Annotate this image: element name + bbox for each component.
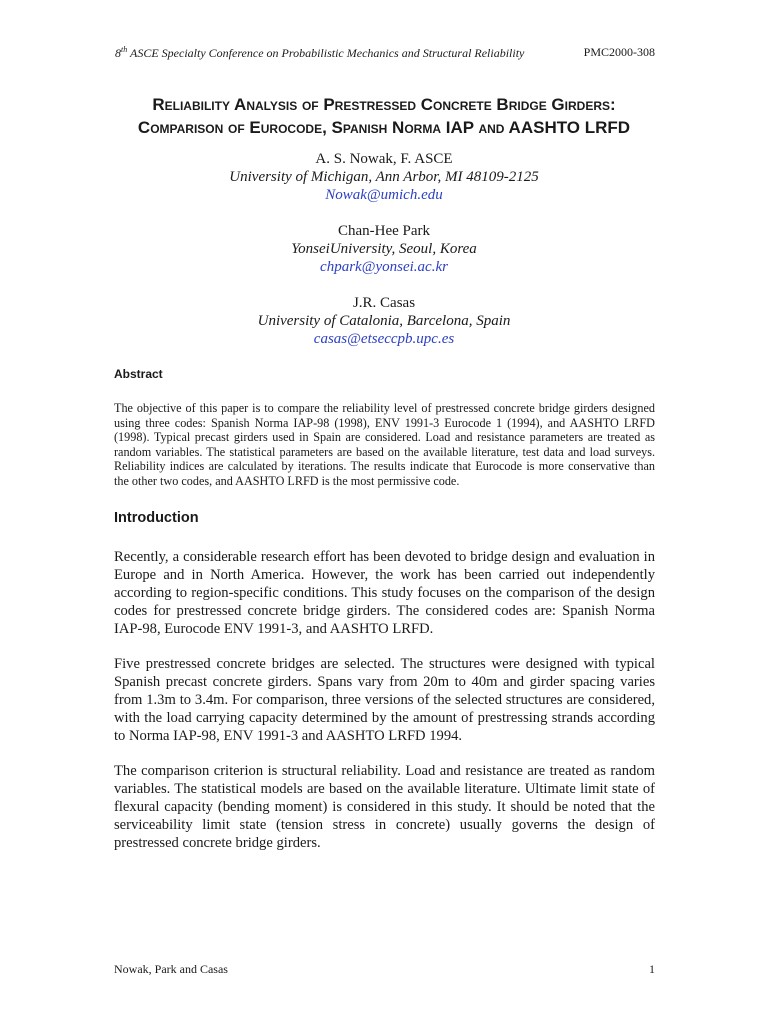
author-email-link[interactable]: chpark@yonsei.ac.kr: [320, 259, 448, 275]
author-affiliation: YonseiUniversity, Seoul, Korea: [291, 241, 477, 257]
introduction-heading: Introduction: [114, 510, 199, 526]
intro-paragraph-1: Recently, a considerable research effort has been devoted to bridge design and evaluation in Europe and in North America. However, the work has been carried out independently according to region-specific conditions. This study focuses on the comparison of the design codes for prestressed concrete bridge girders. The considered codes are: Spanish Norma IAP-98, Eurocode ENV 1991-3, and AASHTO LRFD.: [114, 549, 655, 637]
footer-authors: Nowak, Park and Casas: [114, 962, 228, 976]
paper-title: [0, 93, 768, 139]
intro-paragraph-2: Five prestressed concrete bridges are selected. The structures were designed with typical Spanish precast concrete girders. Spans vary from 20m to 40m and girder spacing varies from 1.3m to 3.4m. For comparison, three versions of the selected structures are considered, with the load carrying capacity determined by the amount of prestressing strands according to Norma IAP-98, ENV 1991-3 and AASHTO LRFD 1994.: [114, 656, 655, 744]
conference-text: ASCE Specialty Conference on Probabilistic Mechanics and Structural Reliability: [127, 46, 525, 60]
author-affiliation: University of Michigan, Ann Arbor, MI 48109-2125: [229, 169, 539, 185]
page-footer: [114, 962, 655, 978]
author-list: [0, 150, 768, 366]
author-name: Chan-Hee Park: [337, 223, 431, 239]
author-affiliation: University of Catalonia, Barcelona, Spain: [257, 313, 511, 329]
title-line-1: Reliability Analysis of Prestressed Concrete Bridge Girders:: [152, 95, 616, 114]
page-number: 1: [649, 962, 655, 976]
paper-id: PMC2000-308: [583, 45, 655, 59]
author-name: J.R. Casas: [352, 295, 416, 311]
author-block: [0, 222, 768, 276]
author-email-link[interactable]: Nowak@umich.edu: [325, 187, 443, 203]
author-name: A. S. Nowak, F. ASCE: [315, 151, 453, 167]
author-block: [0, 294, 768, 348]
title-line-2: Comparison of Eurocode, Spanish Norma IAP and AASHTO LRFD: [137, 118, 631, 137]
conference-name: [115, 45, 524, 61]
conference-ordinal: 8: [115, 46, 121, 60]
abstract-heading: Abstract: [114, 367, 163, 381]
running-header: [115, 45, 655, 61]
author-block: [0, 150, 768, 204]
intro-paragraph-3: The comparison criterion is structural reliability. Load and resistance are treated as random variables. The statistical models are based on the available literature. Ultimate limit state of flexural capacity (bending moment) is considered in this study. It should be noted that the serviceability limit state (tension stress in concrete) usually governs the design of prestressed concrete bridge girders.: [114, 763, 655, 851]
abstract-text: The objective of this paper is to compare the reliability level of prestressed concrete bridge girders designed using three codes: Spanish Norma IAP-98 (1998), ENV 1991-3 Eurocode 1 (1994), and AASHTO LRFD (1998). Typical precast girders used in Spain are considered. Load and resistance parameters are treated as random variables. The statistical parameters are based on the available literature, test data and load surveys. Reliability indices are calculated by iterations. The results indicate that Eurocode is more conservative than the other two codes, and AASHTO LRFD is the most permissive code.: [114, 401, 655, 488]
conference-ordinal-suffix: th: [121, 45, 128, 54]
author-email-link[interactable]: casas@etseccpb.upc.es: [313, 331, 455, 347]
